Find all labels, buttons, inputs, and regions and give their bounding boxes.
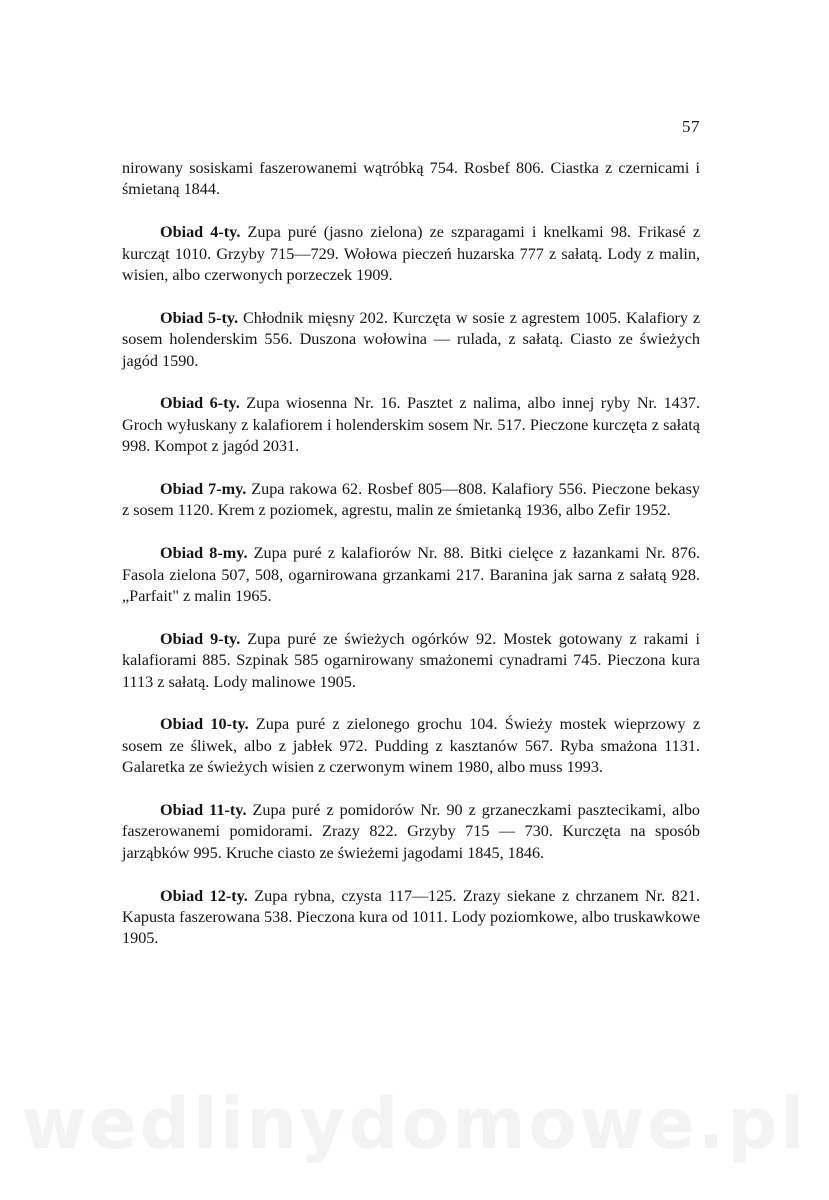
menu-entry-text: Chłodnik mięsny 202. Kurczęta w sosie z agrestem 1005. Kalafiory z sosem holenderskim 556. Duszona wołowina — rulada, z sałatą. Ciasto ze świeżych jagód 1590. xyxy=(122,308,701,370)
menu-entry-text: Zupa puré (jasno zielona) ze szparagami i knelkami 98. Frikasé z kurcząt 1010. Grzyby 715—729. Wołowa pieczeń huzarska 777 z sałatą. Lody z malin, wisien, albo czerwonych porzeczek 1909. xyxy=(122,223,701,285)
menu-entry-obiad-12 xyxy=(122,886,700,950)
menu-entry-obiad-6 xyxy=(122,393,700,457)
menu-entry-text: Zupa wiosenna Nr. 16. Pasztet z nalima, albo innej ryby Nr. 1437. Groch wyłuskany z kalafiorem i holenderskim sosem Nr. 517. Pieczone kurczęta z sałatą 998. Kompot z jagód 2031. xyxy=(122,394,700,456)
menu-entry-title: Obiad 6-ty. xyxy=(160,394,240,413)
menu-entry-title: Obiad 8-my. xyxy=(160,544,248,563)
page-number: 57 xyxy=(682,117,700,136)
menu-entry-text: Zupa rakowa 62. Rosbef 805—808. Kalafiory 556. Pieczone bekasy z sosem 1120. Krem z poziomek, agrestu, malin ze śmietanką 1936, albo Zefir 1952. xyxy=(122,480,700,520)
menu-entry-obiad-8 xyxy=(122,543,700,607)
menu-entry-obiad-9 xyxy=(122,629,700,693)
menu-entry-title: Obiad 5-ty. xyxy=(160,308,239,327)
menu-entry-title: Obiad 9-ty. xyxy=(160,629,241,648)
watermark: wedlinydomowe.pl xyxy=(21,1083,808,1165)
menu-entry-obiad-7 xyxy=(122,479,700,522)
menu-entry-title: Obiad 10-ty. xyxy=(160,715,249,734)
menu-entry-text: Zupa puré z zielonego grochu 104. Świeży mostek wieprzowy z sosem ze śliwek, albo z jabłek 972. Pudding z kasztanów 567. Ryba smażona 1131. Galaretka ze świeżych wisien z czerwonym winem 1980, albo muss 1993. xyxy=(122,715,701,777)
menu-entry-title: Obiad 7-my. xyxy=(160,480,247,499)
menu-text xyxy=(122,158,700,971)
menu-entry-obiad-11 xyxy=(122,800,700,864)
menu-entry-text: Zupa puré z pomidorów Nr. 90 z grzaneczkami pasztecikami, albo faszerowanemi pomidorami. Zrazy 822. Grzyby 715 — 730. Kurczęta na sposób jarząbków 995. Kruche ciasto ze świeżemi jagodami 1845, 1846. xyxy=(122,801,701,862)
menu-entry-text: Zupa rybna, czysta 117—125. Zrazy siekane z chrzanem Nr. 821. Kapusta faszerowana 538. Pieczona kura od 1011. Lody poziomkowe, albo truskawkowe 1905. xyxy=(122,886,700,948)
menu-entry-obiad-10 xyxy=(122,714,700,778)
menu-entry-title: Obiad 11-ty. xyxy=(160,801,247,820)
menu-entry-text: Zupa puré ze świeżych ogórków 92. Mostek gotowany z rakami i kalafiorami 885. Szpinak 585 ogarnirowany smażonemi cynadrami 745. Pieczona kura 1113 z sałatą. Lody malinowe 1905. xyxy=(122,629,700,691)
menu-entry-title: Obiad 12-ty. xyxy=(160,886,248,905)
menu-entry-obiad-4 xyxy=(122,222,700,286)
continuation-paragraph: nirowany sosiskami faszerowanemi wątróbką 754. Rosbef 806. Ciastka z czernicami i śmietaną 1844. xyxy=(122,159,700,199)
menu-entry-obiad-5 xyxy=(122,308,700,372)
menu-entry-text: Zupa puré z kalafiorów Nr. 88. Bitki cielęce z łazankami Nr. 876. Fasola zielona 507, 508, ogarnirowana grzankami 217. Baranina jak sarna z sałatą 928. „Parfait" z malin 1965. xyxy=(122,544,701,606)
menu-entry-title: Obiad 4-ty. xyxy=(160,223,241,242)
